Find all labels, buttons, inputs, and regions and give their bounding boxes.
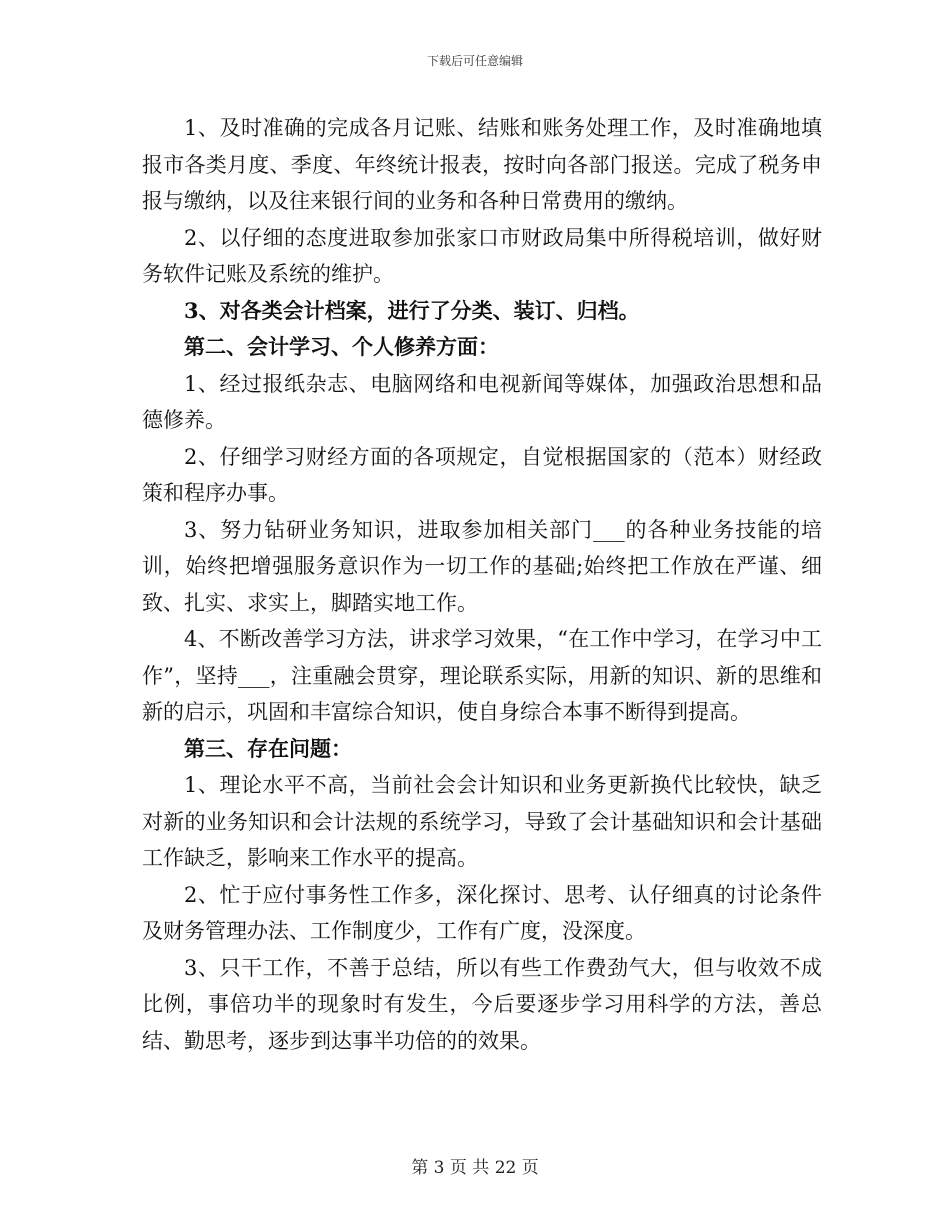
paragraph-3: 3、对各类会计档案，进行了分类、装订、归档。 <box>184 297 640 323</box>
paragraph-7: 3、努力钻研业务知识，进取参加相关部门___的各种业务技能的培训，始终把增强服务意识作为一切工作的基础;始终把工作放在严谨、细致、扎实、求实上，脚踏实地工作。 <box>142 517 822 615</box>
paragraph-8: 4、不断改善学习方法，讲求学习效果，“在工作中学习，在学习中工作”，坚持___，注重融会贯穿，理论联系实际，用新的知识、新的思维和新的启示，巩固和丰富综合知识，使自身综合本事不断得到提高。 <box>142 627 822 724</box>
paragraph-5: 1、经过报纸杂志、电脑网络和电视新闻等媒体，加强政治思想和品德修养。 <box>142 371 822 432</box>
section-heading-2: 第二、会计学习、个人修养方面： <box>184 334 499 359</box>
paragraph-10: 1、理论水平不高，当前社会会计知识和业务更新换代比较快，缺乏对新的业务知识和会计法规的系统学习，导致了会计基础知识和会计基础工作缺乏，影响来工作水平的提高。 <box>142 773 822 870</box>
page-header-note: 下载后可任意编辑 <box>426 54 523 68</box>
page-number-footer: 第 3 页 共 22 页 <box>411 1158 539 1178</box>
paragraph-2: 2、以仔细的态度进取参加张家口市财政局集中所得税培训，做好财务软件记账及系统的维护。 <box>142 225 822 286</box>
paragraph-6: 2、仔细学习财经方面的各项规定，自觉根据国家的（范本）财经政策和程序办事。 <box>142 444 822 505</box>
paragraph-12: 3、只干工作，不善于总结，所以有些工作费劲气大，但与收效不成比例，事倍功半的现象时有发生，今后要逐步学习用科学的方法，善总结、勤思考，逐步到达事半功倍的的效果。 <box>142 955 822 1053</box>
paragraph-1: 1、及时准确的完成各月记账、结账和账务处理工作，及时准确地填报市各类月度、季度、年终统计报表，按时向各部门报送。完成了税务申报与缴纳，以及往来银行间的业务和各种日常费用的缴纳。 <box>142 116 822 213</box>
section-heading-3: 第三、存在问题： <box>184 735 352 761</box>
paragraph-11: 2、忙于应付事务性工作多，深化探讨、思考、认仔细真的讨论条件及财务管理办法、工作制度少，工作有广度，没深度。 <box>142 882 822 943</box>
document-body <box>142 110 822 1059</box>
